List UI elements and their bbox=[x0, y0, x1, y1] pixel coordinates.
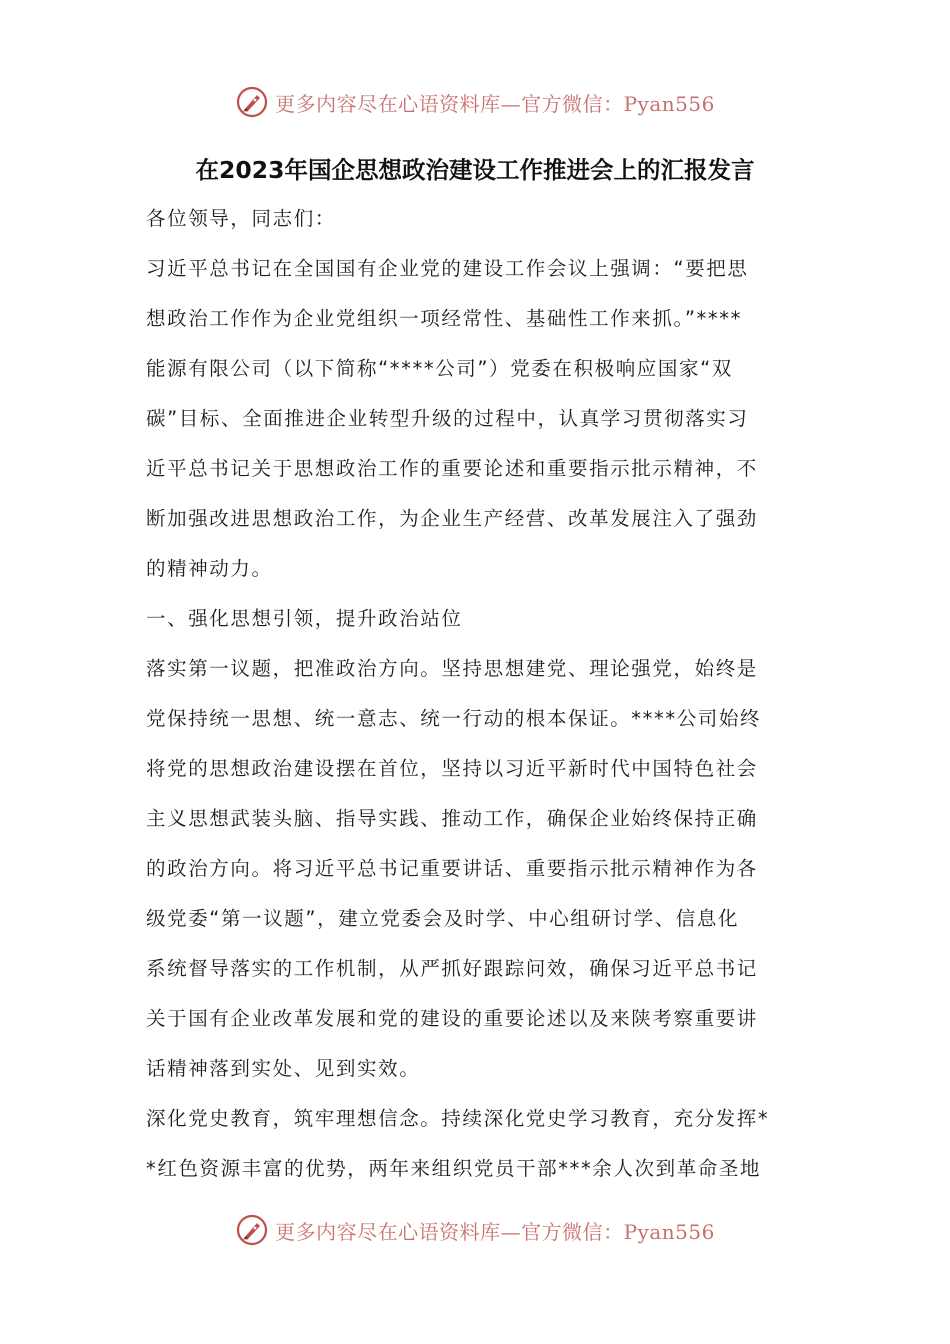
document-body bbox=[146, 199, 806, 1199]
watermark-text: 更多内容尽在心语资料库—官方微信：Pyan556 bbox=[275, 1219, 715, 1244]
text-line: 系统督导落实的工作机制，从严抓好跟踪问效，确保习近平总书记 bbox=[146, 957, 758, 980]
section-heading: 一、强化思想引领，提升政治站位 bbox=[146, 607, 463, 630]
text-line: 关于国有企业改革发展和党的建设的重要论述以及来陕考察重要讲 bbox=[146, 1007, 758, 1030]
text-line: 断加强改进思想政治工作，为企业生产经营、改革发展注入了强劲 bbox=[146, 507, 758, 530]
document-title: 在2023年国企思想政治建设工作推进会上的汇报发言 bbox=[195, 156, 755, 184]
text-line: 想政治工作作为企业党组织一项经常性、基础性工作来抓。”**** bbox=[146, 307, 742, 330]
text-line: 各位领导，同志们： bbox=[146, 207, 336, 230]
pen-nib-logo-icon bbox=[235, 1213, 269, 1247]
text-line: 级党委“第一议题”，建立党委会及时学、中心组研讨学、信息化 bbox=[146, 907, 740, 930]
text-line: 将党的思想政治建设摆在首位，坚持以习近平新时代中国特色社会 bbox=[146, 757, 758, 780]
watermark-text: 更多内容尽在心语资料库—官方微信：Pyan556 bbox=[275, 91, 715, 116]
header-watermark bbox=[0, 82, 950, 122]
text-line: *红色资源丰富的优势，两年来组织党员干部***余人次到革命圣地 bbox=[146, 1157, 762, 1180]
text-line: 习近平总书记在全国国有企业党的建设工作会议上强调：“要把思 bbox=[146, 257, 749, 280]
text-line: 话精神落到实处、见到实效。 bbox=[146, 1057, 421, 1080]
text-line: 碳”目标、全面推进企业转型升级的过程中，认真学习贯彻落实习 bbox=[146, 407, 749, 430]
text-line: 的精神动力。 bbox=[146, 557, 273, 580]
pen-nib-logo-icon bbox=[235, 85, 269, 119]
text-line: 落实第一议题，把准政治方向。坚持思想建党、理论强党，始终是 bbox=[146, 657, 758, 680]
text-line: 主义思想武装头脑、指导实践、推动工作，确保企业始终保持正确 bbox=[146, 807, 758, 830]
text-line: 党保持统一思想、统一意志、统一行动的根本保证。****公司始终 bbox=[146, 707, 762, 730]
text-line: 的政治方向。将习近平总书记重要讲话、重要指示批示精神作为各 bbox=[146, 857, 758, 880]
footer-watermark bbox=[0, 1210, 950, 1250]
text-line: 近平总书记关于思想政治工作的重要论述和重要指示批示精神，不 bbox=[146, 457, 758, 480]
text-line: 深化党史教育，筑牢理想信念。持续深化党史学习教育，充分发挥* bbox=[146, 1107, 770, 1130]
text-line: 能源有限公司（以下简称“****公司”）党委在积极响应国家“双 bbox=[146, 357, 733, 380]
